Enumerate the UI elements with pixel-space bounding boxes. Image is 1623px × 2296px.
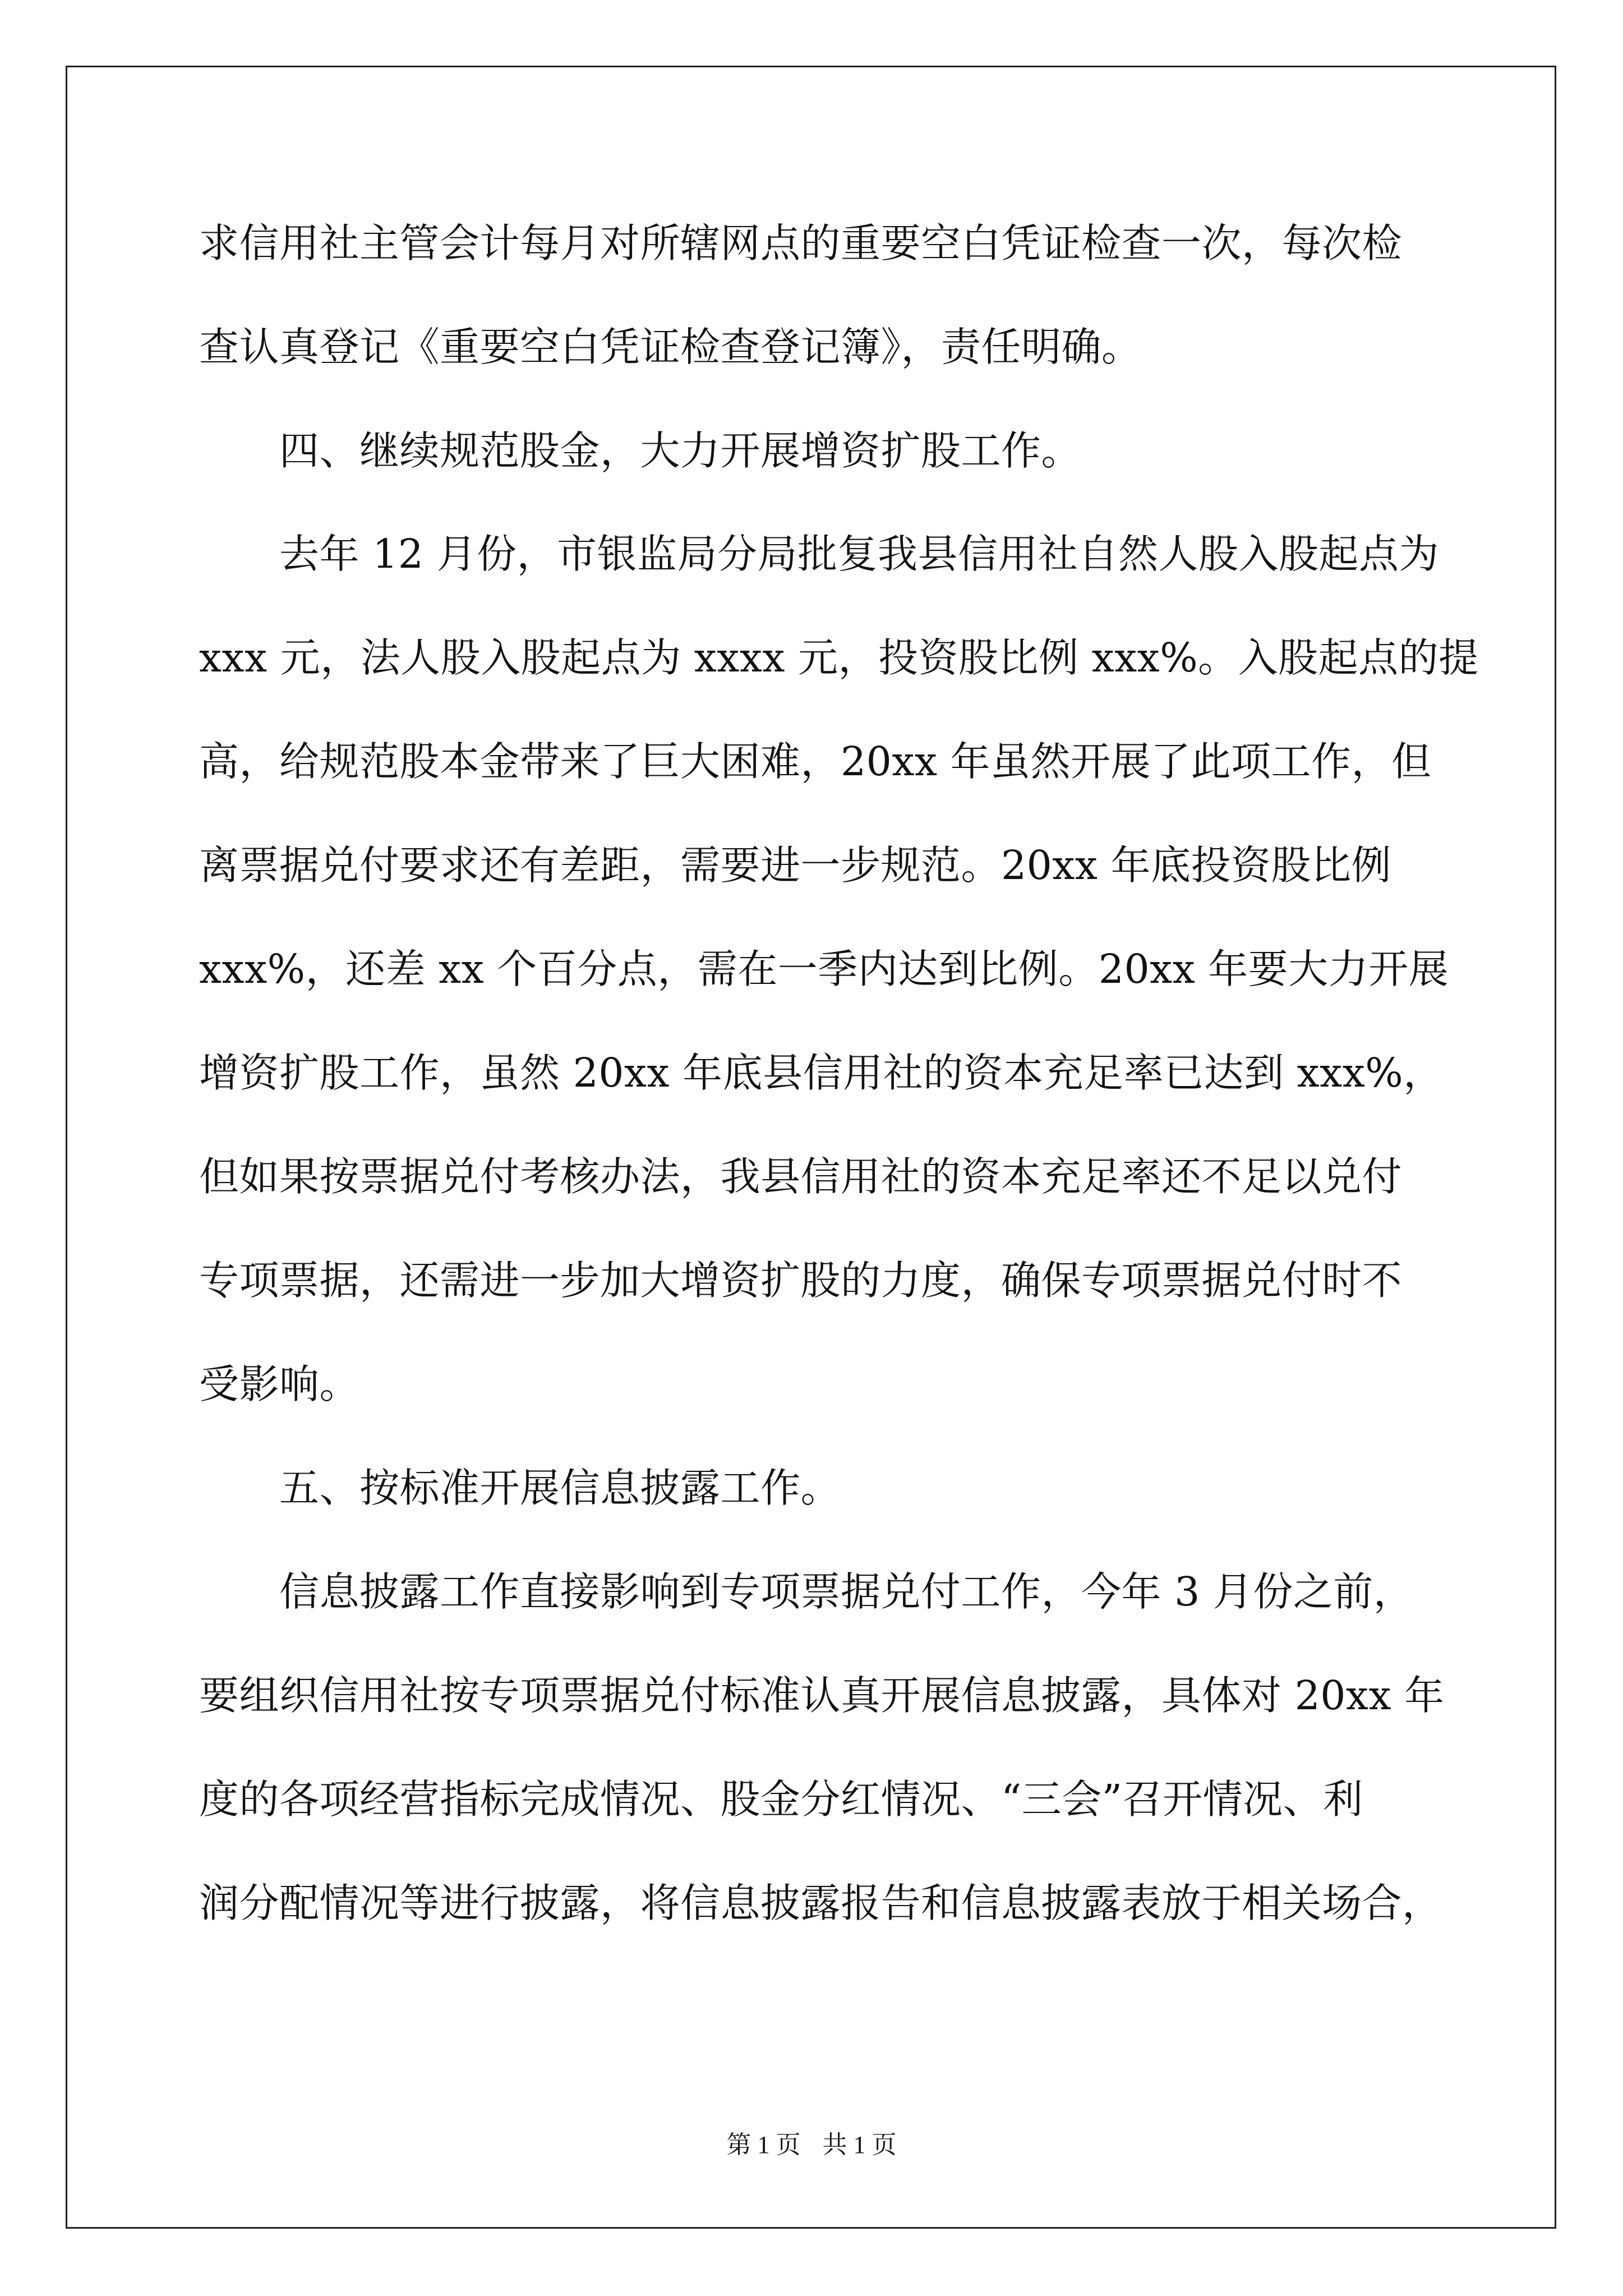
body-line: 增资扩股工作，虽然 20xx 年底县信用社的资本充足率已达到 xxx%， xyxy=(199,1050,1444,1096)
body-line: 要组织信用社按专项票据兑付标准认真开展信息披露，具体对 20xx 年 xyxy=(199,1672,1445,1719)
body-line: 专项票据，还需进一步加大增资扩股的力度，确保专项票据兑付时不 xyxy=(199,1257,1403,1304)
body-line: 润分配情况等进行披露，将信息披露报告和信息披露表放于相关场合， xyxy=(199,1880,1442,1926)
body-line: 信息披露工作直接影响到专项票据兑付工作，今年 3 月份之前， xyxy=(279,1568,1414,1615)
section-heading: 五、按标准开展信息披露工作。 xyxy=(279,1465,841,1511)
body-line: 查认真登记《重要空白凭证检查登记簿》，责任明确。 xyxy=(199,324,1142,370)
page-footer xyxy=(0,2124,1623,2160)
section-heading: 四、继续规范股金，大力开展增资扩股工作。 xyxy=(279,427,1082,474)
body-line: 高，给规范股本金带来了巨大困难，20xx 年虽然开展了此项工作，但 xyxy=(199,738,1432,785)
body-line: 受影响。 xyxy=(199,1361,360,1407)
body-line: 度的各项经营指标完成情况、股金分红情况、“三会”召开情况、利 xyxy=(199,1776,1363,1823)
body-line: xxx%，还差 xx 个百分点，需在一季内达到比例。20xx 年要大力开展 xyxy=(199,946,1449,992)
body-line: 但如果按票据兑付考核办法，我县信用社的资本充足率还不足以兑付 xyxy=(199,1153,1403,1200)
body-line: 求信用社主管会计每月对所辖网点的重要空白凭证检查一次，每次检 xyxy=(199,220,1403,266)
body-line: xxx 元，法人股入股起点为 xxxx 元，投资股比例 xxx%。入股起点的提 xyxy=(199,634,1479,681)
body-line: 离票据兑付要求还有差距，需要进一步规范。20xx 年底投资股比例 xyxy=(199,842,1391,889)
body-line: 去年 12 月份，市银监局分局批复我县信用社自然人股入股起点为 xyxy=(279,531,1439,577)
page-number: 第 1 页 xyxy=(726,2131,801,2159)
page-total: 共 1 页 xyxy=(822,2131,897,2159)
